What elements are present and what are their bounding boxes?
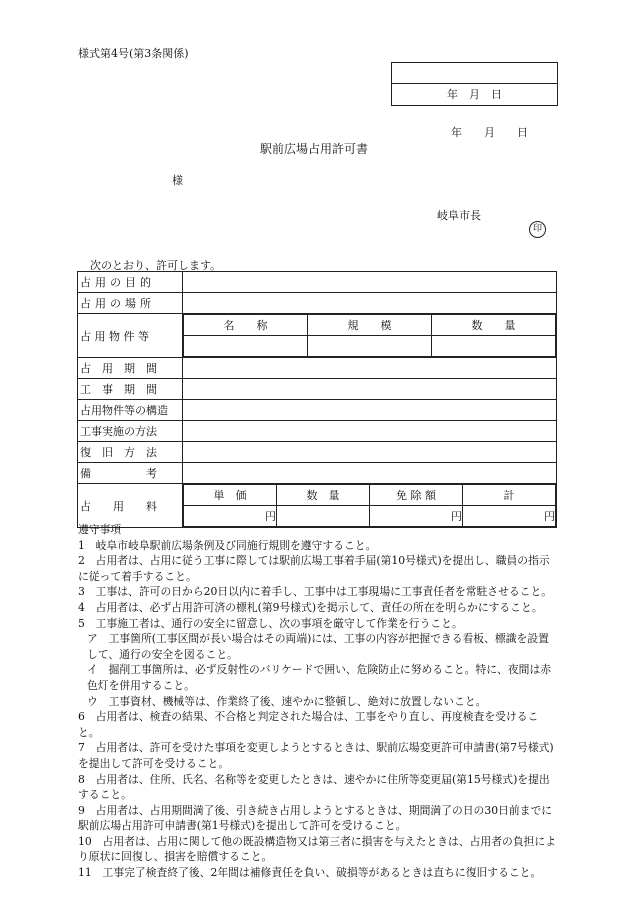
table-row xyxy=(78,442,557,463)
table-row xyxy=(78,314,557,358)
rule-item: 6 占用者は、検査の結果、不合格と判定された場合は、工事をやり直し、再度検査を受けること。 xyxy=(78,710,539,739)
label-purpose: 占用の目的 xyxy=(78,272,183,293)
method-field[interactable] xyxy=(183,421,557,442)
permit-table xyxy=(77,271,557,528)
label-remarks: 備 考 xyxy=(78,463,183,484)
receipt-number-field[interactable] xyxy=(392,63,557,84)
table-row xyxy=(78,484,557,528)
label-restore: 復 旧 方 法 xyxy=(78,442,183,463)
total-field[interactable]: 円 xyxy=(463,506,556,527)
col-total-header: 計 xyxy=(463,485,556,506)
rule-item: 5 工事施工者は、通行の安全に留意し、次の事項を厳守して作業を行うこと。 xyxy=(78,616,463,630)
label-place: 占用の場所 xyxy=(78,293,183,314)
remarks-field[interactable] xyxy=(183,463,557,484)
col-scale-header: 規 模 xyxy=(308,315,432,336)
place-field[interactable] xyxy=(183,293,557,314)
table-row xyxy=(78,400,557,421)
rule-item: 9 占用者は、占用期間満了後、引き続き占用しようとするときは、期間満了の日の30日前までに駅前広場占用許可申請書(第1号様式)を提出して許可を受けること。 xyxy=(78,803,553,833)
rule-item: 1 岐阜市岐阜駅前広場条例及び同施行規則を遵守すること。 xyxy=(78,538,377,552)
period-field[interactable] xyxy=(183,358,557,379)
rule-item: 2 占用者は、占用に従う工事に際しては駅前広場工事着手届(第10号様式)を提出し、職員の指示に従って着手すること。 xyxy=(78,554,550,583)
issuer-name: 岐阜市長 xyxy=(437,209,481,222)
purpose-field[interactable] xyxy=(183,272,557,293)
rule-item: 7 占用者は、許可を受けた事項を変更しようとするときは、駅前広場変更許可申請書(第7号様式)を提出して許可を受けること。 xyxy=(78,741,554,770)
table-row xyxy=(78,463,557,484)
rule-item: 3 工事は、許可の日から20日以内に着手し、工事中は工事現場に工事責任者を常駐させること。 xyxy=(78,585,553,599)
table-row xyxy=(78,358,557,379)
seal-mark: 印 xyxy=(529,221,546,238)
label-method: 工事実施の方法 xyxy=(78,421,183,442)
label-structure: 占用物件等の構造 xyxy=(78,400,183,421)
unit-price-field[interactable]: 円 xyxy=(184,506,277,527)
rule-subitem: イ 掘削工事箇所は、必ず反射性のバリケードで囲い、危険防止に努めること。特に、夜間は赤色灯を併用すること。 xyxy=(87,663,552,692)
intro-text: 次のとおり、許可します。 xyxy=(90,259,222,272)
exemption-field[interactable]: 円 xyxy=(370,506,463,527)
form-number-label: 様式第4号(第3条関係) xyxy=(78,47,189,60)
col-exemption-header: 免 除 額 xyxy=(370,485,463,506)
receipt-date-field[interactable]: 年 月 日 xyxy=(447,88,502,101)
objects-cell xyxy=(183,314,557,358)
receipt-date-box xyxy=(391,62,558,106)
object-scale-field[interactable] xyxy=(308,336,432,357)
rules-heading: 遵守事項 xyxy=(78,523,122,536)
rule-subitem: ウ 工事資材、機械等は、作業終了後、速やかに整頓し、絶対に放置しないこと。 xyxy=(87,694,487,708)
rule-subitem: ア 工事箇所(工事区間が長い場合はその両端)には、工事の内容が把握できる看板、標識を設置して、通行の安全を図ること。 xyxy=(87,632,549,661)
table-row xyxy=(78,421,557,442)
table-row xyxy=(78,379,557,400)
label-objects: 占 用 物 件 等 xyxy=(78,314,183,358)
issue-date[interactable]: 年 月 日 xyxy=(451,126,528,139)
object-quantity-field[interactable] xyxy=(432,336,556,357)
table-row xyxy=(78,272,557,293)
restore-field[interactable] xyxy=(183,442,557,463)
label-work-period: 工 事 期 間 xyxy=(78,379,183,400)
rule-item: 10 占用者は、占用に関して他の既設構造物又は第三者に損害を与えたときは、占用者の負担により原状に回復し、損害を賠償すること。 xyxy=(78,834,557,864)
fee-cell xyxy=(183,484,557,528)
col-unit-price-header: 単 価 xyxy=(184,485,277,506)
label-fee: 占 用 料 xyxy=(78,484,183,528)
rule-item: 11 工事完了検査終了後、2年間は補修責任を負い、破損等があるときは直ちに復旧すること。 xyxy=(78,866,542,880)
rule-item: 8 占用者は、住所、氏名、名称等を変更したときは、速やかに住所等変更届(第15号様式)を提出すること。 xyxy=(78,772,550,802)
col-name-header: 名 称 xyxy=(184,315,308,336)
col-quantity-header: 数 量 xyxy=(432,315,556,336)
rules-section xyxy=(78,522,556,881)
table-row xyxy=(78,293,557,314)
addressee-suffix: 様 xyxy=(172,174,183,187)
document-title: 駅前広場占用許可書 xyxy=(260,142,369,156)
col-fee-quantity-header: 数 量 xyxy=(277,485,370,506)
rule-item: 4 占用者は、必ず占用許可済の標札(第9号様式)を掲示して、責任の所在を明らかにすること。 xyxy=(78,600,543,614)
work-period-field[interactable] xyxy=(183,379,557,400)
label-period: 占 用 期 間 xyxy=(78,358,183,379)
structure-field[interactable] xyxy=(183,400,557,421)
object-name-field[interactable] xyxy=(184,336,308,357)
